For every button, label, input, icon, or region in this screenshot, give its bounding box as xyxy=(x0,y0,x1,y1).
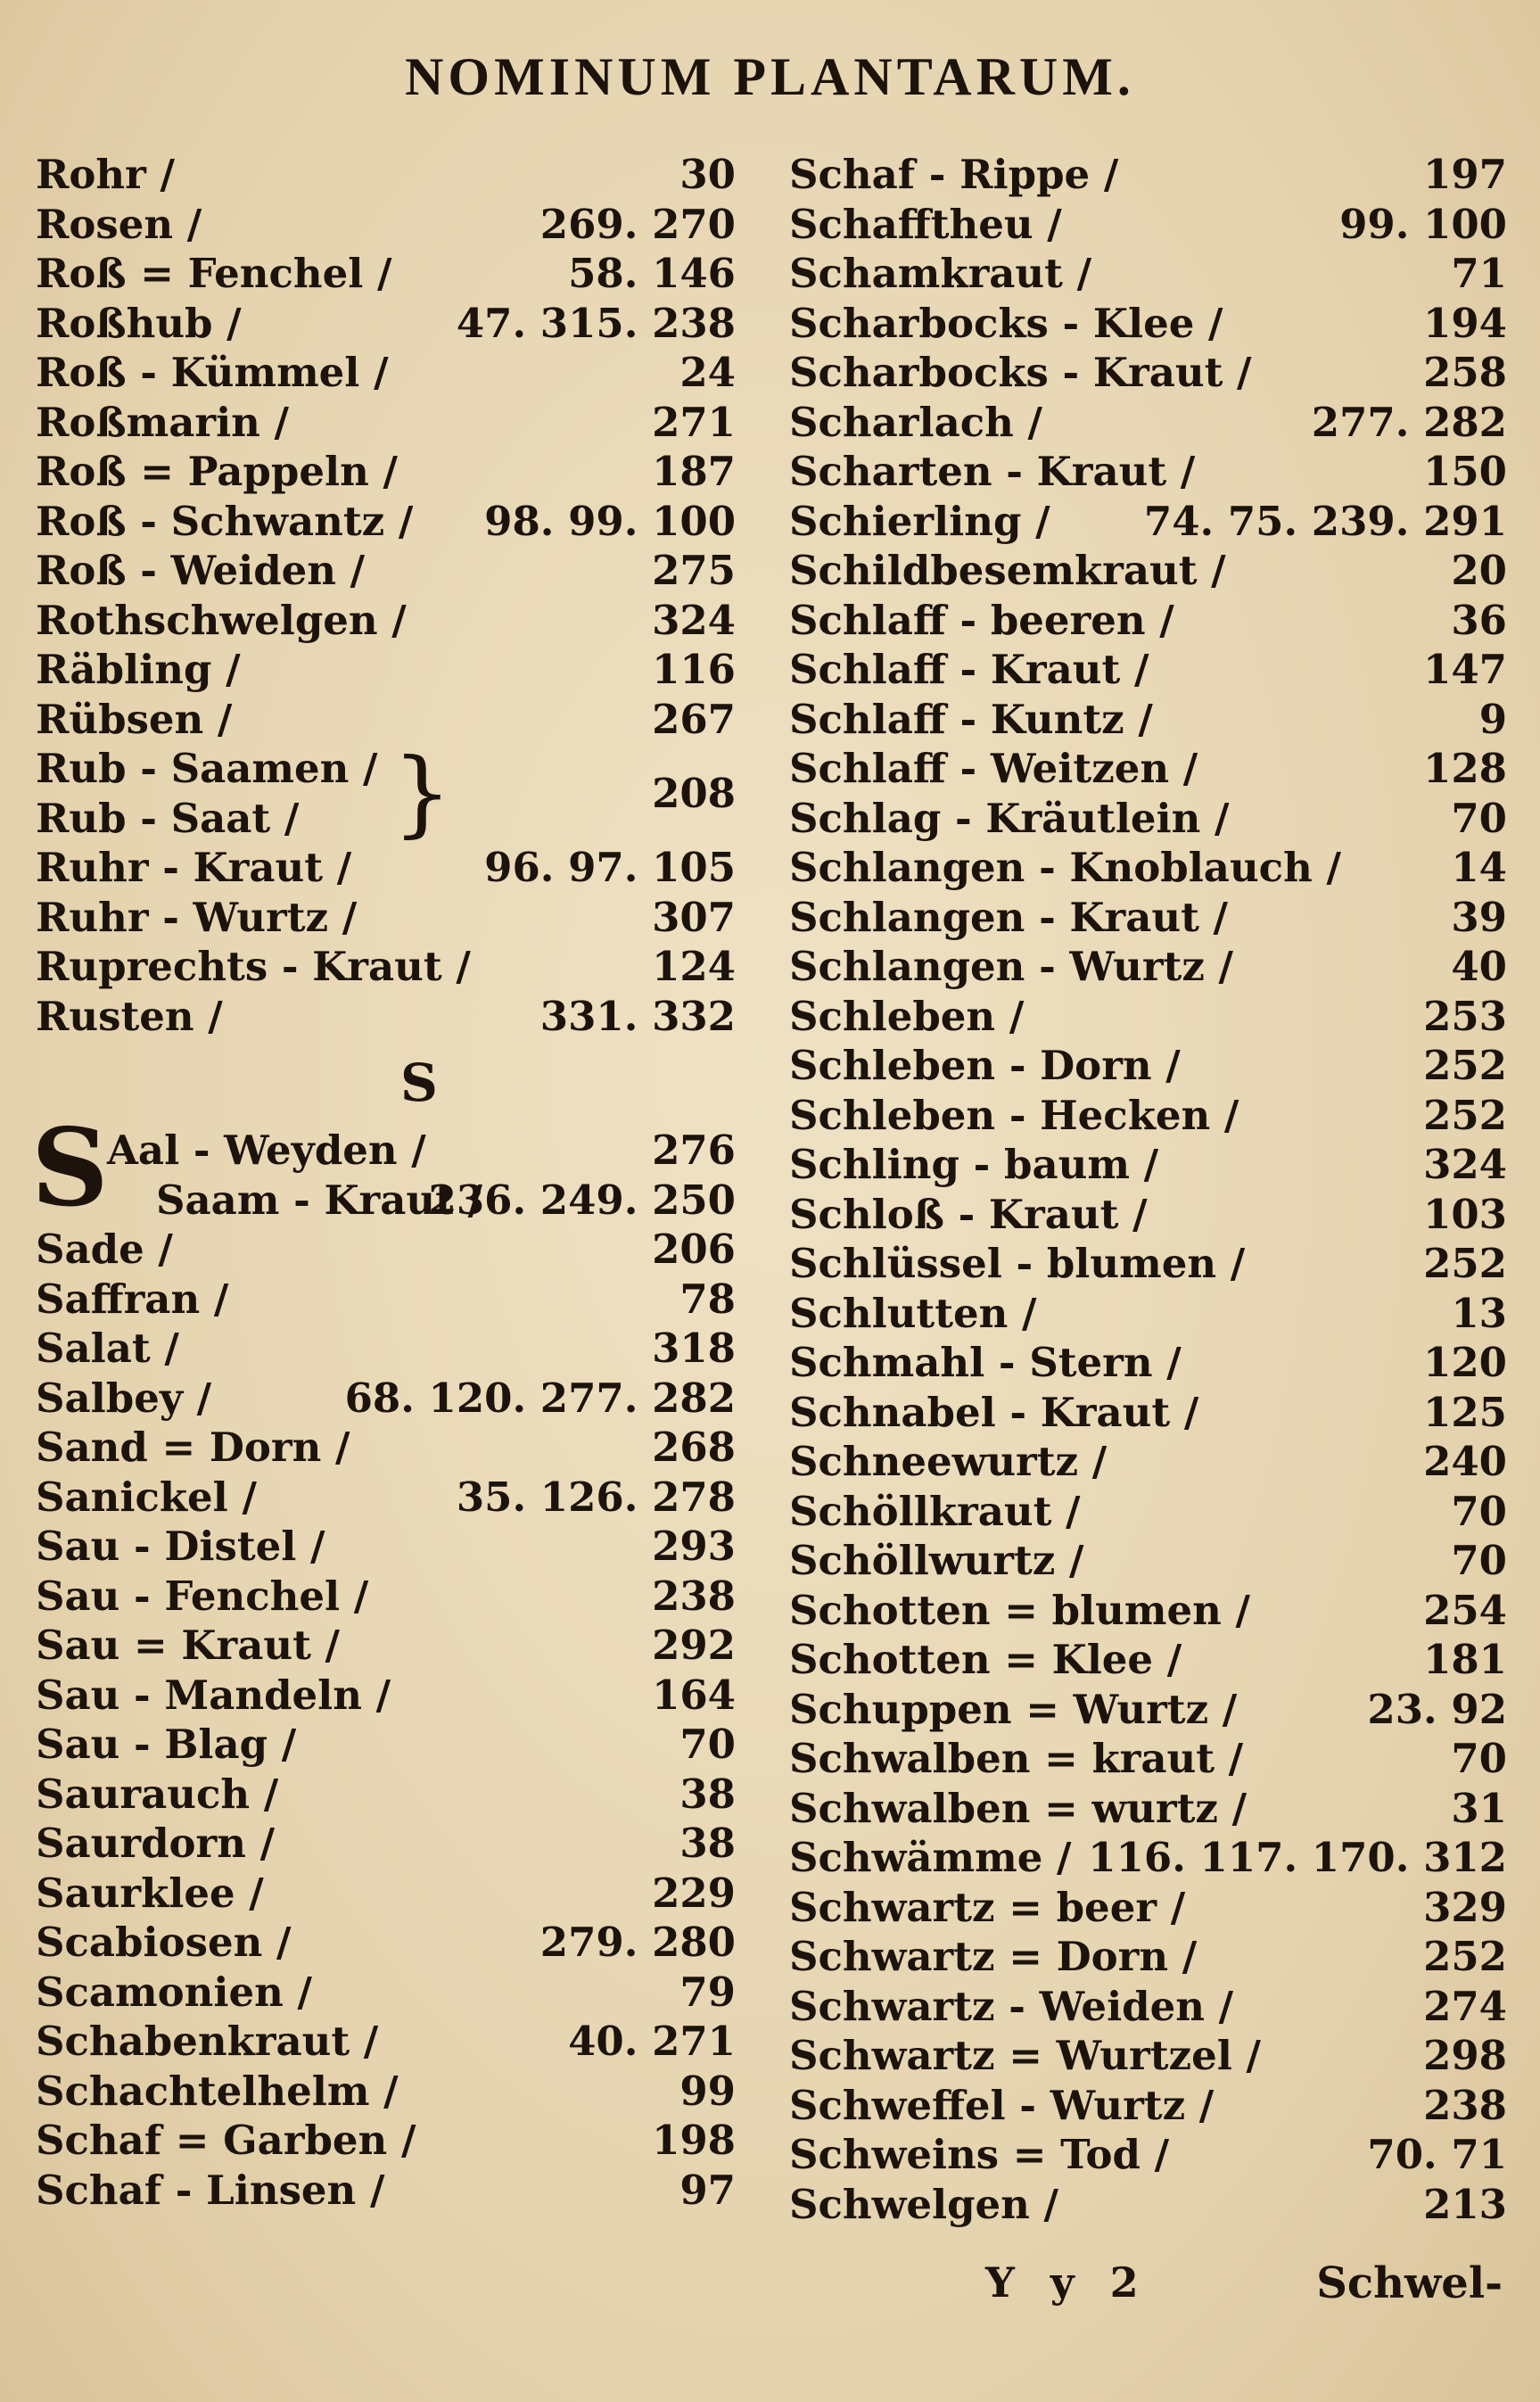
entry-pages: 20 xyxy=(1451,547,1507,594)
entry-term: Schwartz = Dorn / xyxy=(789,1933,1198,1980)
entry-term: Rohr / xyxy=(36,151,175,198)
entry-pages: 279. 280 xyxy=(539,1919,736,1966)
entry-pages: 254 xyxy=(1423,1586,1507,1634)
index-entry xyxy=(36,1225,749,1275)
entry-term: Roß = Fenchel / xyxy=(36,250,392,297)
index-entry xyxy=(789,348,1507,398)
entry-term: Scharbocks - Kraut / xyxy=(789,349,1252,396)
entry-pages: 35. 126. 278 xyxy=(456,1473,736,1521)
entry-term: Schwartz = beer / xyxy=(789,1883,1186,1931)
entry-pages: 194 xyxy=(1423,299,1507,347)
entry-pages: 236. 249. 250 xyxy=(428,1176,736,1224)
index-entry xyxy=(789,992,1507,1042)
entry-pages: 116. 117. 170. 312 xyxy=(1088,1834,1507,1881)
index-entry xyxy=(789,200,1507,250)
entry-pages: 70. 71 xyxy=(1367,2131,1507,2178)
index-entry xyxy=(789,1536,1507,1586)
index-entry xyxy=(36,150,749,200)
entry-pages: 150 xyxy=(1423,448,1507,495)
entry-term: Rübsen / xyxy=(36,695,233,743)
index-entry xyxy=(789,1388,1507,1438)
entry-pages: 38 xyxy=(679,1820,736,1867)
entry-term: Schlangen - Knoblauch / xyxy=(789,844,1341,891)
brace-glyph: } xyxy=(392,739,452,847)
index-entry xyxy=(789,2130,1507,2180)
index-entry xyxy=(36,1473,749,1523)
entry-term: Schlüssel - blumen / xyxy=(789,1240,1246,1287)
entry-pages: 268 xyxy=(652,1424,736,1471)
entry-term: Rosen / xyxy=(36,200,202,248)
entry-term: Schlaff - Kraut / xyxy=(789,646,1149,693)
index-entry xyxy=(789,1239,1507,1289)
index-entry xyxy=(789,398,1507,448)
entry-pages: 98. 99. 100 xyxy=(484,497,736,545)
index-entry xyxy=(36,1176,749,1226)
entry-pages: 181 xyxy=(1423,1636,1507,1683)
entry-term: Aal - Weyden / xyxy=(107,1127,426,1174)
entry-term: Saurklee / xyxy=(36,1869,264,1917)
index-entry xyxy=(36,1324,749,1374)
entry-pages: 47. 315. 238 xyxy=(456,299,736,347)
index-entry xyxy=(36,1770,749,1820)
entry-term: Saurauch / xyxy=(36,1770,279,1818)
entry-pages: 103 xyxy=(1423,1190,1507,1238)
index-entry xyxy=(789,596,1507,646)
entry-term: Roßhub / xyxy=(36,299,242,347)
entry-term: Roß - Kümmel / xyxy=(36,349,389,396)
index-entry xyxy=(789,497,1507,547)
entry-term: Räbling / xyxy=(36,646,241,693)
entry-pages: 30 xyxy=(679,151,736,198)
entry-term: Schaf - Linsen / xyxy=(36,2166,385,2214)
index-entry xyxy=(36,348,749,398)
entry-term: Schlangen - Kraut / xyxy=(789,893,1228,941)
index-entry xyxy=(789,1635,1507,1685)
entry-pages: 39 xyxy=(1451,893,1507,941)
index-entry xyxy=(36,2116,749,2166)
index-entry xyxy=(789,744,1507,794)
entry-term: Ruhr - Kraut / xyxy=(36,844,352,891)
entry-term: Schneewurtz / xyxy=(789,1438,1108,1485)
entry-term: Schloß - Kraut / xyxy=(789,1190,1148,1238)
entry-term: Schwartz = Wurtzel / xyxy=(789,2032,1261,2079)
index-entry xyxy=(789,1338,1507,1388)
entry-term: Rothschwelgen / xyxy=(36,596,407,644)
entry-pages: 23. 92 xyxy=(1367,1685,1507,1733)
entry-pages: 125 xyxy=(1423,1388,1507,1436)
entry-term: Schuppen = Wurtz / xyxy=(789,1685,1238,1733)
entry-term: Schwämme / xyxy=(789,1834,1072,1881)
entry-term: Sade / xyxy=(36,1226,173,1273)
index-entry xyxy=(36,695,749,745)
index-entry xyxy=(36,1275,749,1325)
entry-term: Salat / xyxy=(36,1325,179,1372)
entry-pages: 70 xyxy=(1451,794,1507,842)
entry-term: Sau - Mandeln / xyxy=(36,1671,391,1719)
entry-term: Schwartz - Weiden / xyxy=(789,1982,1234,2030)
index-entry xyxy=(789,843,1507,893)
entry-term: Sau = Kraut / xyxy=(36,1622,340,1669)
entry-pages: 120 xyxy=(1423,1339,1507,1386)
entry-pages: 277. 282 xyxy=(1311,398,1507,446)
entry-pages: 124 xyxy=(652,943,736,990)
entry-term: Schleben / xyxy=(789,992,1025,1040)
entry-term: Scabiosen / xyxy=(36,1919,292,1966)
entry-pages: 252 xyxy=(1423,1091,1507,1139)
entry-term: Scharten - Kraut / xyxy=(789,448,1196,495)
entry-term: Saffran / xyxy=(36,1275,229,1323)
entry-term: Rub - Saamen / xyxy=(36,745,378,792)
entry-term: Schlaff - Weitzen / xyxy=(789,745,1198,792)
entry-term: Schwalben = wurtz / xyxy=(789,1784,1248,1832)
index-entry xyxy=(36,596,749,646)
entry-term: Schierling / xyxy=(789,497,1050,545)
drop-cap: S xyxy=(31,1105,109,1231)
index-entry xyxy=(36,893,749,943)
entry-pages: 208 xyxy=(652,770,736,817)
entry-pages: 271 xyxy=(652,398,736,446)
entry-term: Schleben - Hecken / xyxy=(789,1091,1239,1139)
entry-pages: 164 xyxy=(652,1671,736,1719)
entry-term: Schaf - Rippe / xyxy=(789,151,1119,198)
right-column xyxy=(789,150,1507,2229)
entry-term: Schildbesemkraut / xyxy=(789,547,1226,594)
entry-term: Scamonien / xyxy=(36,1968,312,2016)
index-entry xyxy=(789,1833,1507,1883)
entry-term: Salbey / xyxy=(36,1374,212,1422)
entry-pages: 128 xyxy=(1423,745,1507,792)
entry-pages: 71 xyxy=(1451,250,1507,297)
index-entry xyxy=(36,2067,749,2117)
entry-term: Schlag - Kräutlein / xyxy=(789,794,1230,842)
entry-pages: 70 xyxy=(1451,1735,1507,1782)
index-entry xyxy=(789,893,1507,943)
entry-term: Schaf = Garben / xyxy=(36,2117,416,2164)
entry-pages: 74. 75. 239. 291 xyxy=(1143,497,1507,545)
entry-pages: 38 xyxy=(679,1770,736,1818)
section-letter: S xyxy=(400,1052,438,1113)
entry-pages: 293 xyxy=(652,1523,736,1570)
page-footer xyxy=(0,2258,1540,2321)
index-entry xyxy=(36,398,749,448)
entry-pages: 292 xyxy=(652,1622,736,1669)
entry-pages: 252 xyxy=(1423,1042,1507,1089)
entry-term: Schafftheu / xyxy=(789,200,1062,248)
entry-pages: 79 xyxy=(679,1968,736,2016)
index-entry xyxy=(789,2081,1507,2131)
entry-pages: 276 xyxy=(652,1127,736,1174)
entry-term: Rusten / xyxy=(36,992,223,1040)
entry-term: Sau - Distel / xyxy=(36,1523,325,1570)
index-entry xyxy=(36,1720,749,1770)
entry-term: Schleben - Dorn / xyxy=(789,1042,1181,1089)
entry-pages: 70 xyxy=(1451,1537,1507,1584)
index-entry xyxy=(789,1982,1507,2032)
index-entry xyxy=(789,1932,1507,1982)
entry-term: Schweins = Tod / xyxy=(789,2131,1170,2178)
entry-pages: 97 xyxy=(679,2166,736,2214)
entry-pages: 14 xyxy=(1451,844,1507,891)
entry-term: Sanickel / xyxy=(36,1473,257,1521)
catchword: Schwel- xyxy=(1316,2258,1503,2308)
index-entry xyxy=(789,2180,1507,2230)
entry-term: Schwelgen / xyxy=(789,2180,1058,2228)
index-entry xyxy=(36,1621,749,1671)
index-entry xyxy=(36,1423,749,1473)
left-column xyxy=(31,150,749,2215)
index-entry xyxy=(36,2017,749,2067)
entry-pages: 99. 100 xyxy=(1339,200,1507,248)
entry-term: Schlaff - Kuntz / xyxy=(789,695,1153,743)
entry-pages: 252 xyxy=(1423,1933,1507,1980)
index-entry xyxy=(36,299,749,349)
index-entry xyxy=(36,645,749,695)
entry-term: Rub - Saat / xyxy=(36,794,300,842)
index-entry xyxy=(789,1784,1507,1834)
entry-pages: 147 xyxy=(1423,646,1507,693)
entry-term: Schabenkraut / xyxy=(36,2018,379,2065)
index-entry xyxy=(789,1883,1507,1933)
index-entry xyxy=(789,1091,1507,1141)
entry-term: Roß = Pappeln / xyxy=(36,448,398,495)
index-entry xyxy=(789,645,1507,695)
index-entry xyxy=(36,249,749,299)
entry-term: Schlaff - beeren / xyxy=(789,596,1174,644)
entry-pages: 40. 271 xyxy=(568,2018,736,2065)
index-entry xyxy=(789,1437,1507,1487)
entry-pages: 116 xyxy=(652,646,736,693)
entry-pages: 252 xyxy=(1423,1240,1507,1287)
index-entry xyxy=(36,1374,749,1424)
index-entry xyxy=(36,1522,749,1572)
entry-term: Sand = Dorn / xyxy=(36,1424,350,1471)
index-entry xyxy=(36,1869,749,1919)
entry-term: Roß - Weiden / xyxy=(36,547,366,594)
entry-pages: 40 xyxy=(1451,943,1507,990)
index-entry xyxy=(789,1041,1507,1091)
entry-pages: 229 xyxy=(652,1869,736,1917)
entry-pages: 68. 120. 277. 282 xyxy=(344,1374,736,1422)
index-entry xyxy=(789,695,1507,745)
entry-pages: 298 xyxy=(1423,2032,1507,2079)
index-entry xyxy=(36,942,749,992)
index-entry xyxy=(789,1190,1507,1240)
entry-term: Saam - Kraut / xyxy=(156,1176,483,1224)
entry-pages: 78 xyxy=(679,1275,736,1323)
entry-pages: 274 xyxy=(1423,1982,1507,2030)
entry-term: Ruprechts - Kraut / xyxy=(36,943,471,990)
index-entry xyxy=(36,1572,749,1622)
index-entry xyxy=(36,2166,749,2216)
index-entry xyxy=(789,1289,1507,1339)
entry-term: Schotten = Klee / xyxy=(789,1636,1182,1683)
entry-pages: 198 xyxy=(652,2117,736,2164)
entry-term: Schachtelhelm / xyxy=(36,2067,399,2115)
index-entry xyxy=(36,992,749,1042)
entry-pages: 206 xyxy=(652,1226,736,1273)
index-entry xyxy=(36,200,749,250)
entry-pages: 99 xyxy=(679,2067,736,2115)
entry-pages: 275 xyxy=(652,547,736,594)
braced-entry xyxy=(36,739,749,847)
entry-pages: 238 xyxy=(1423,2081,1507,2129)
entry-term: Sau - Fenchel / xyxy=(36,1572,369,1620)
index-entry xyxy=(36,1918,749,1968)
entry-term: Schling - baum / xyxy=(789,1141,1159,1188)
entry-term: Schotten = blumen / xyxy=(789,1586,1250,1634)
entry-pages: 24 xyxy=(679,349,736,396)
entry-term: Schnabel - Kraut / xyxy=(789,1388,1199,1436)
index-entry xyxy=(789,2031,1507,2081)
entry-pages: 96. 97. 105 xyxy=(484,844,736,891)
index-entry xyxy=(36,447,749,497)
index-entry xyxy=(789,794,1507,844)
entry-term: Schlutten / xyxy=(789,1289,1037,1337)
entry-pages: 329 xyxy=(1423,1883,1507,1931)
index-entry xyxy=(789,1685,1507,1735)
entry-term: Roß - Schwantz / xyxy=(36,497,414,545)
entry-term: Sau - Blag / xyxy=(36,1721,297,1768)
index-entry xyxy=(36,1671,749,1721)
entry-term: Scharlach / xyxy=(789,398,1042,446)
entry-term: Ruhr - Wurtz / xyxy=(36,893,358,941)
entry-pages: 36 xyxy=(1451,596,1507,644)
entry-pages: 238 xyxy=(652,1572,736,1620)
index-entry xyxy=(789,1487,1507,1537)
entry-term: Schweffel - Wurtz / xyxy=(789,2081,1215,2129)
index-entry xyxy=(789,1586,1507,1636)
page-title: NOMINUM PLANTARUM. xyxy=(405,47,1135,106)
entry-pages: 253 xyxy=(1423,992,1507,1040)
entry-pages: 58. 146 xyxy=(568,250,736,297)
index-entry xyxy=(789,447,1507,497)
entry-pages: 187 xyxy=(652,448,736,495)
entry-pages: 213 xyxy=(1423,2180,1507,2228)
index-entry xyxy=(789,1734,1507,1784)
entry-term: Schmahl - Stern / xyxy=(789,1339,1182,1386)
index-entry xyxy=(36,497,749,547)
signature-mark: Y y 2 xyxy=(985,2258,1149,2307)
index-entry xyxy=(789,150,1507,200)
entry-term: Schwalben = kraut / xyxy=(789,1735,1244,1782)
index-entry xyxy=(789,1140,1507,1190)
entry-pages: 31 xyxy=(1451,1784,1507,1832)
entry-term: Schöllwurtz / xyxy=(789,1537,1084,1584)
index-entry xyxy=(36,1968,749,2018)
index-entry xyxy=(36,1819,749,1869)
entry-term: Saurdorn / xyxy=(36,1820,276,1867)
entry-pages: 324 xyxy=(652,596,736,644)
entry-pages: 267 xyxy=(652,695,736,743)
entry-pages: 70 xyxy=(1451,1487,1507,1535)
index-entry xyxy=(789,546,1507,596)
entry-pages: 269. 270 xyxy=(539,200,736,248)
entry-term: Schöllkraut / xyxy=(789,1487,1081,1535)
index-entry xyxy=(789,249,1507,299)
entry-pages: 197 xyxy=(1423,151,1507,198)
entry-pages: 70 xyxy=(679,1721,736,1768)
entry-pages: 318 xyxy=(652,1325,736,1372)
entry-term: Roßmarin / xyxy=(36,398,289,446)
index-entry xyxy=(36,546,749,596)
entry-pages: 331. 332 xyxy=(539,992,736,1040)
entry-term: Schamkraut / xyxy=(789,250,1092,297)
index-entry xyxy=(789,299,1507,349)
index-entry xyxy=(789,942,1507,992)
entry-term: Scharbocks - Klee / xyxy=(789,299,1223,347)
entry-pages: 324 xyxy=(1423,1141,1507,1188)
entry-term: Schlangen - Wurtz / xyxy=(789,943,1233,990)
entry-pages: 9 xyxy=(1478,695,1507,743)
entry-pages: 307 xyxy=(652,893,736,941)
index-entry xyxy=(36,843,749,893)
entry-pages: 258 xyxy=(1423,349,1507,396)
entry-pages: 240 xyxy=(1423,1438,1507,1485)
entry-pages: 13 xyxy=(1451,1289,1507,1337)
